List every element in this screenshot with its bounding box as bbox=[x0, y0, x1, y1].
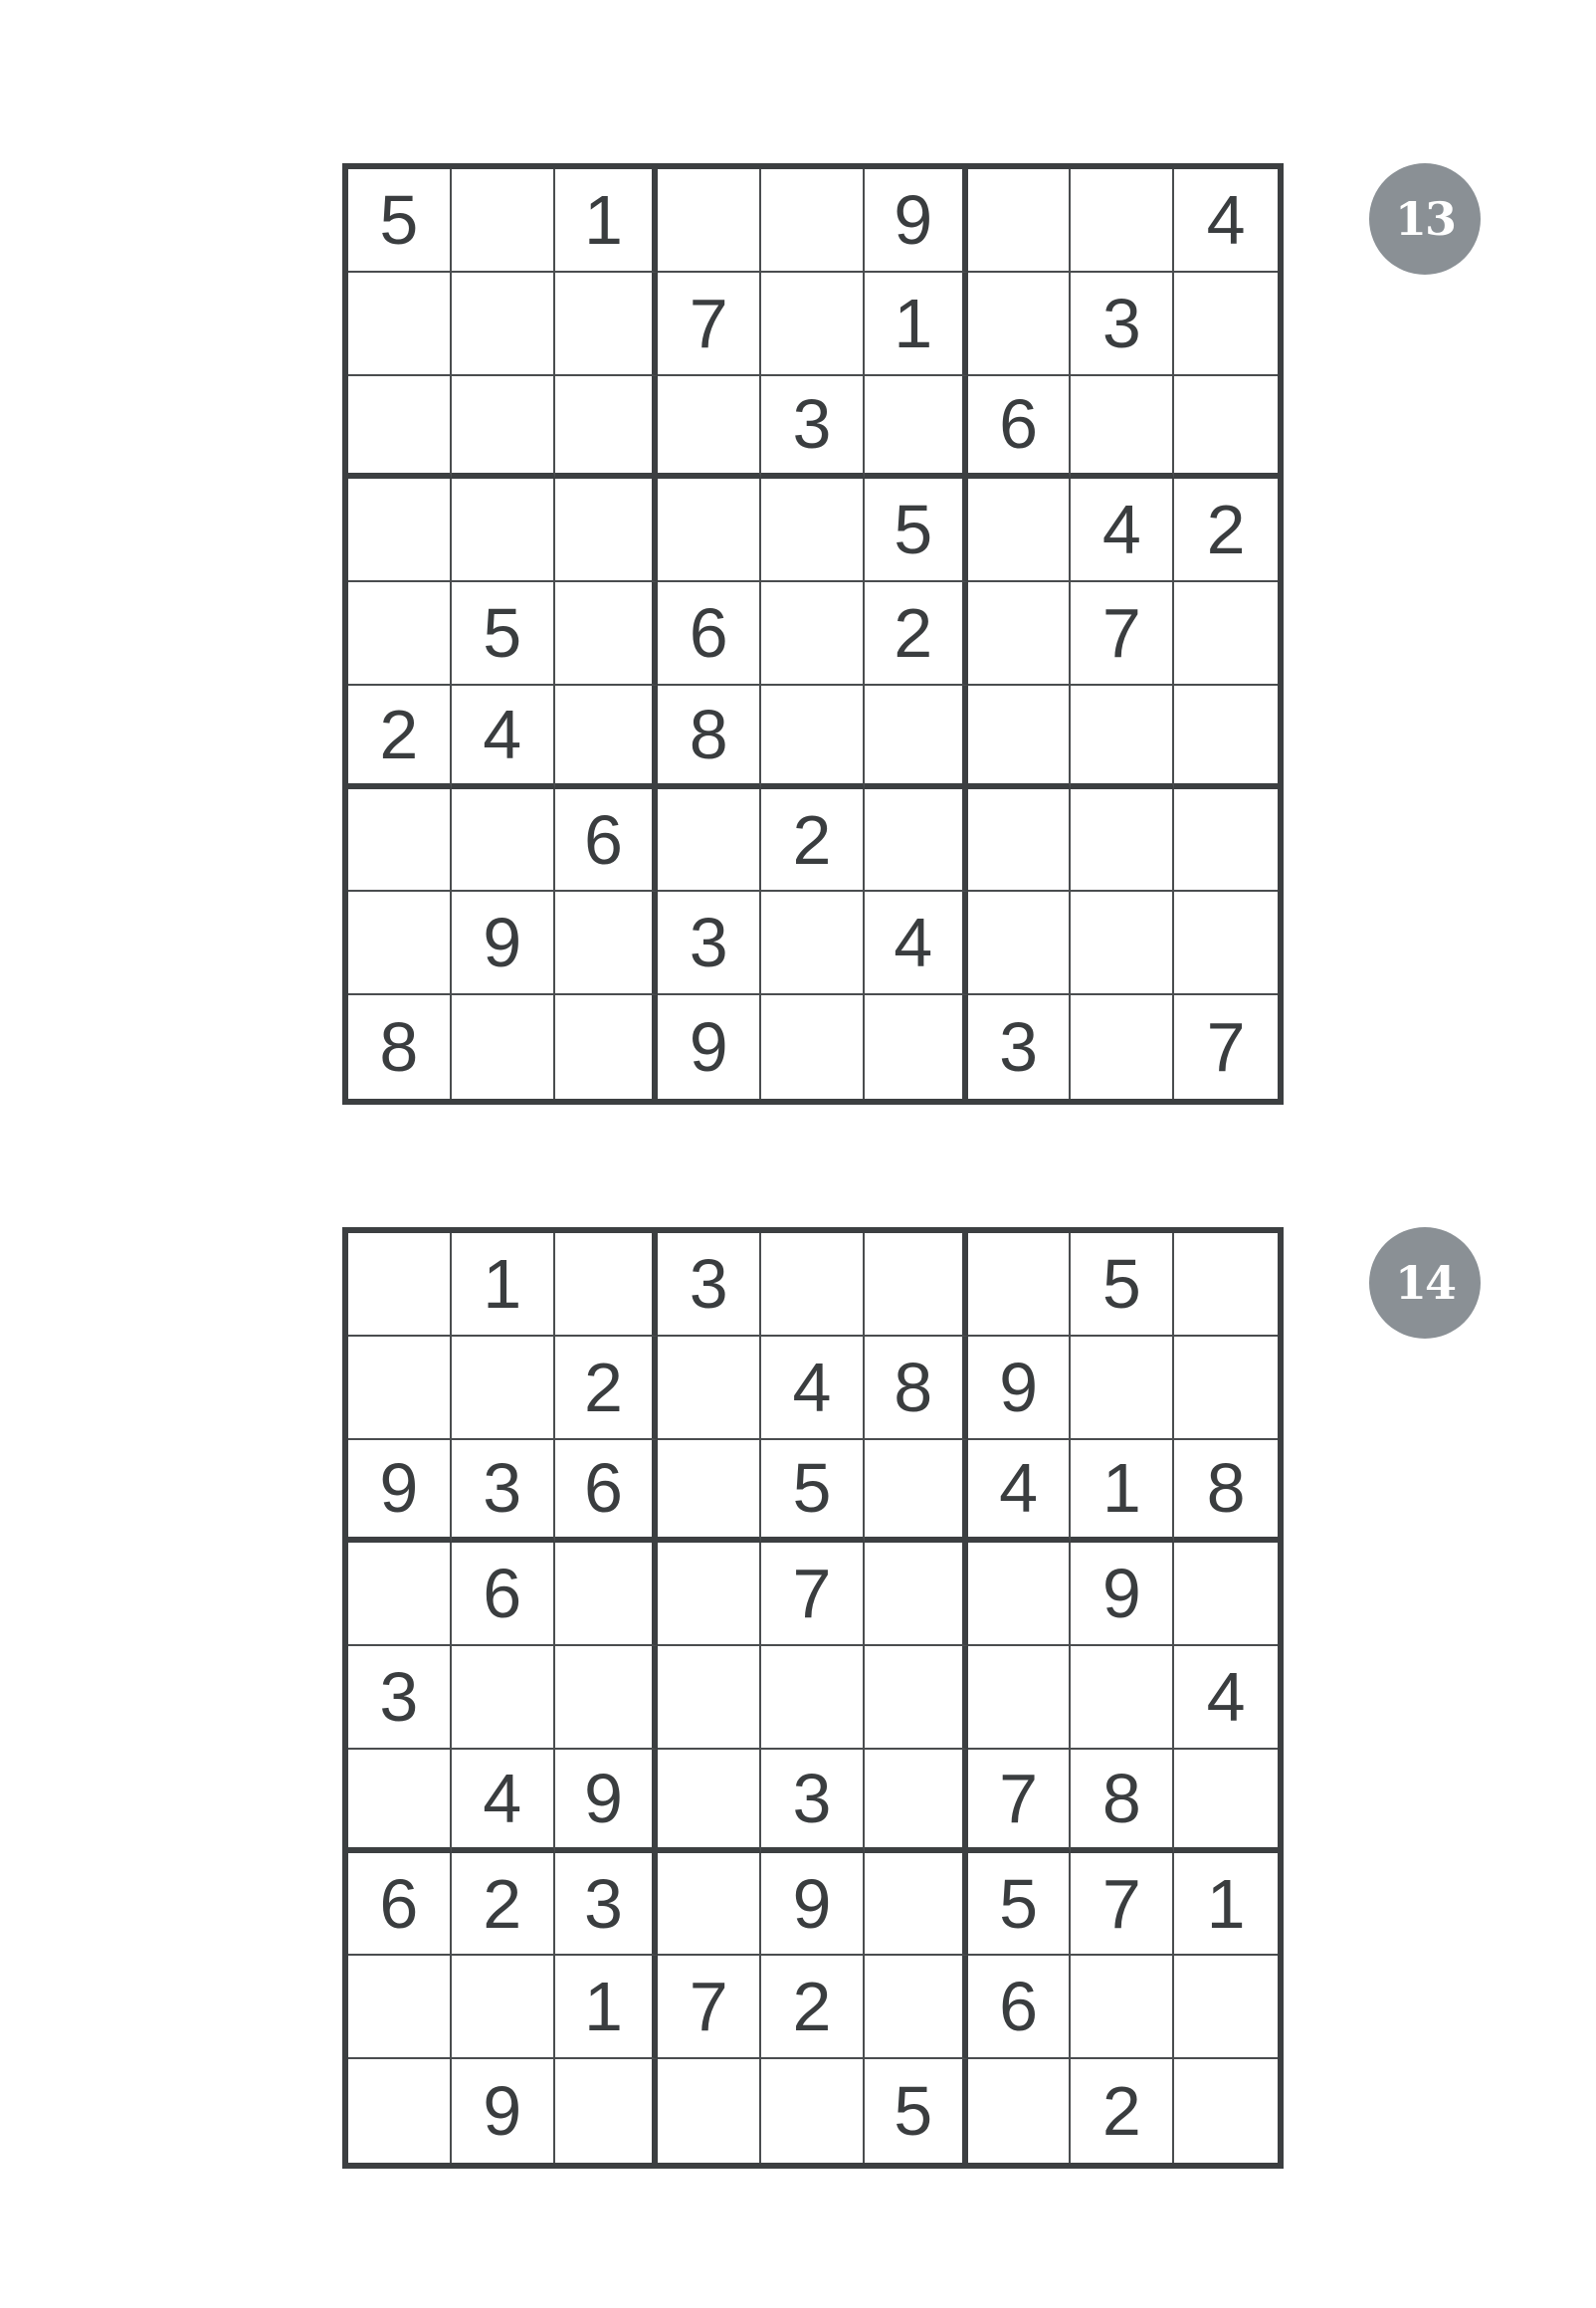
sudoku-cell[interactable] bbox=[865, 1956, 968, 2059]
sudoku-cell[interactable] bbox=[555, 479, 659, 582]
sudoku-cell: 4 bbox=[968, 1440, 1072, 1544]
sudoku-cell[interactable] bbox=[658, 1543, 761, 1646]
sudoku-cell: 9 bbox=[1071, 1543, 1174, 1646]
sudoku-grid bbox=[342, 1227, 1284, 2169]
sudoku-cell: 7 bbox=[968, 1750, 1072, 1853]
sudoku-cell[interactable] bbox=[1071, 789, 1174, 893]
sudoku-cell[interactable] bbox=[348, 479, 452, 582]
sudoku-cell[interactable] bbox=[968, 2059, 1072, 2163]
sudoku-cell: 2 bbox=[452, 1853, 555, 1957]
sudoku-cell[interactable] bbox=[1071, 376, 1174, 480]
sudoku-cell[interactable] bbox=[1071, 1956, 1174, 2059]
sudoku-cell[interactable] bbox=[348, 1233, 452, 1337]
sudoku-cell: 6 bbox=[555, 1440, 659, 1544]
sudoku-cell: 7 bbox=[658, 273, 761, 376]
sudoku-cell[interactable] bbox=[452, 789, 555, 893]
sudoku-cell[interactable] bbox=[555, 1646, 659, 1750]
sudoku-cell: 3 bbox=[761, 376, 865, 480]
sudoku-cell[interactable] bbox=[968, 582, 1072, 686]
sudoku-cell[interactable] bbox=[555, 686, 659, 789]
sudoku-cell: 9 bbox=[348, 1440, 452, 1544]
sudoku-cell: 2 bbox=[348, 686, 452, 789]
sudoku-cell[interactable] bbox=[761, 169, 865, 273]
sudoku-cell[interactable] bbox=[761, 995, 865, 1099]
sudoku-cell[interactable] bbox=[865, 789, 968, 893]
sudoku-cell[interactable] bbox=[452, 995, 555, 1099]
sudoku-cell: 7 bbox=[761, 1543, 865, 1646]
sudoku-cell: 2 bbox=[1071, 2059, 1174, 2163]
sudoku-cell[interactable] bbox=[1174, 789, 1278, 893]
sudoku-cell[interactable] bbox=[348, 1543, 452, 1646]
sudoku-cell[interactable] bbox=[658, 376, 761, 480]
sudoku-cell: 6 bbox=[658, 582, 761, 686]
sudoku-cell[interactable] bbox=[1071, 995, 1174, 1099]
sudoku-cell[interactable] bbox=[865, 1233, 968, 1337]
sudoku-cell: 5 bbox=[452, 582, 555, 686]
sudoku-cell: 4 bbox=[1174, 1646, 1278, 1750]
sudoku-cell[interactable] bbox=[658, 1337, 761, 1440]
sudoku-cell[interactable] bbox=[968, 479, 1072, 582]
sudoku-cell: 9 bbox=[452, 892, 555, 995]
sudoku-cell: 1 bbox=[555, 1956, 659, 2059]
sudoku-cell[interactable] bbox=[865, 1750, 968, 1853]
sudoku-cell[interactable] bbox=[555, 376, 659, 480]
sudoku-cell: 6 bbox=[452, 1543, 555, 1646]
sudoku-cell[interactable] bbox=[1071, 1646, 1174, 1750]
sudoku-cell[interactable] bbox=[968, 169, 1072, 273]
sudoku-cell: 9 bbox=[452, 2059, 555, 2163]
sudoku-cell: 3 bbox=[1071, 273, 1174, 376]
sudoku-cell[interactable] bbox=[968, 1233, 1072, 1337]
sudoku-cell[interactable] bbox=[1174, 2059, 1278, 2163]
sudoku-cell[interactable] bbox=[555, 273, 659, 376]
sudoku-cell[interactable] bbox=[1174, 1233, 1278, 1337]
sudoku-cell: 5 bbox=[348, 169, 452, 273]
sudoku-cell: 9 bbox=[968, 1337, 1072, 1440]
sudoku-cell[interactable] bbox=[761, 479, 865, 582]
sudoku-cell[interactable] bbox=[658, 1646, 761, 1750]
sudoku-cell[interactable] bbox=[865, 686, 968, 789]
sudoku-cell: 6 bbox=[555, 789, 659, 893]
sudoku-cell[interactable] bbox=[761, 1646, 865, 1750]
sudoku-cell: 9 bbox=[865, 169, 968, 273]
sudoku-cell: 3 bbox=[452, 1440, 555, 1544]
sudoku-cell[interactable] bbox=[1071, 686, 1174, 789]
sudoku-cell: 6 bbox=[348, 1853, 452, 1957]
sudoku-cell: 7 bbox=[658, 1956, 761, 2059]
sudoku-cell[interactable] bbox=[348, 1337, 452, 1440]
sudoku-cell[interactable] bbox=[761, 686, 865, 789]
sudoku-cell[interactable] bbox=[452, 273, 555, 376]
sudoku-cell[interactable] bbox=[865, 1543, 968, 1646]
sudoku-cell[interactable] bbox=[658, 2059, 761, 2163]
sudoku-cell: 4 bbox=[1174, 169, 1278, 273]
sudoku-cell[interactable] bbox=[555, 2059, 659, 2163]
sudoku-grid bbox=[342, 163, 1284, 1105]
sudoku-cell[interactable] bbox=[1071, 1337, 1174, 1440]
sudoku-cell: 7 bbox=[1206, 1008, 1246, 1087]
sudoku-cell: 5 bbox=[761, 1440, 865, 1544]
sudoku-cell[interactable] bbox=[1174, 273, 1278, 376]
sudoku-cell[interactable] bbox=[865, 376, 968, 480]
sudoku-cell[interactable] bbox=[1174, 1956, 1278, 2059]
sudoku-cell[interactable] bbox=[348, 1956, 452, 2059]
sudoku-cell[interactable] bbox=[452, 479, 555, 582]
sudoku-cell[interactable] bbox=[968, 1646, 1072, 1750]
sudoku-cell: 8 bbox=[348, 995, 452, 1099]
sudoku-cell: 3 bbox=[555, 1853, 659, 1957]
sudoku-cell[interactable] bbox=[348, 582, 452, 686]
sudoku-cell: 7 bbox=[1071, 582, 1174, 686]
sudoku-cell: 3 bbox=[968, 995, 1072, 1099]
sudoku-cell[interactable] bbox=[1174, 892, 1278, 995]
sudoku-cell[interactable] bbox=[348, 1750, 452, 1853]
sudoku-cell: 5 bbox=[865, 479, 968, 582]
sudoku-cell[interactable] bbox=[1174, 1543, 1278, 1646]
sudoku-cell: 4 bbox=[865, 892, 968, 995]
sudoku-cell[interactable] bbox=[452, 1956, 555, 2059]
sudoku-cell: 1 bbox=[865, 273, 968, 376]
sudoku-cell[interactable] bbox=[658, 1750, 761, 1853]
sudoku-cell: 9 bbox=[555, 1750, 659, 1853]
sudoku-cell[interactable] bbox=[761, 2059, 865, 2163]
sudoku-cell[interactable] bbox=[452, 1337, 555, 1440]
sudoku-cell[interactable] bbox=[452, 169, 555, 273]
sudoku-cell[interactable] bbox=[555, 1233, 659, 1337]
sudoku-cell[interactable] bbox=[865, 995, 968, 1099]
sudoku-cell[interactable] bbox=[452, 1646, 555, 1750]
puzzle-number-badge: 14 bbox=[1369, 1227, 1481, 1339]
sudoku-cell[interactable] bbox=[865, 1440, 968, 1544]
sudoku-cell: 3 bbox=[658, 1233, 761, 1337]
sudoku-cell: 7 bbox=[1071, 1853, 1174, 1957]
sudoku-cell[interactable] bbox=[761, 892, 865, 995]
sudoku-cell: 2 bbox=[555, 1337, 659, 1440]
sudoku-cell: 2 bbox=[865, 582, 968, 686]
sudoku-cell[interactable] bbox=[968, 1543, 1072, 1646]
sudoku-cell: 3 bbox=[348, 1646, 452, 1750]
sudoku-cell[interactable] bbox=[348, 789, 452, 893]
sudoku-cell[interactable] bbox=[348, 892, 452, 995]
sudoku-cell[interactable] bbox=[968, 892, 1072, 995]
sudoku-cell[interactable] bbox=[658, 1853, 761, 1957]
sudoku-cell: 3 bbox=[761, 1750, 865, 1853]
sudoku-cell: 1 bbox=[555, 169, 659, 273]
sudoku-cell: 4 bbox=[1071, 479, 1174, 582]
sudoku-cell: 6 bbox=[968, 376, 1072, 480]
sudoku-cell: 5 bbox=[968, 1853, 1072, 1957]
sudoku-cell: 9 bbox=[761, 1853, 865, 1957]
sudoku-cell[interactable] bbox=[1174, 582, 1278, 686]
sudoku-cell: 2 bbox=[761, 1956, 865, 2059]
sudoku-cell[interactable] bbox=[555, 892, 659, 995]
sudoku-cell: 4 bbox=[452, 686, 555, 789]
sudoku-cell[interactable] bbox=[1174, 1750, 1278, 1853]
sudoku-cell[interactable] bbox=[1071, 892, 1174, 995]
sudoku-cell[interactable] bbox=[658, 169, 761, 273]
sudoku-cell: 1 bbox=[452, 1233, 555, 1337]
sudoku-cell: 4 bbox=[452, 1750, 555, 1853]
sudoku-cell: 8 bbox=[1174, 1440, 1278, 1544]
sudoku-cell[interactable] bbox=[968, 789, 1072, 893]
sudoku-cell[interactable] bbox=[761, 1233, 865, 1337]
sudoku-cell: 6 bbox=[968, 1956, 1072, 2059]
sudoku-cell[interactable] bbox=[348, 2059, 452, 2163]
sudoku-cell: 8 bbox=[1071, 1750, 1174, 1853]
sudoku-cell[interactable] bbox=[1174, 686, 1278, 789]
sudoku-cell[interactable] bbox=[1174, 1337, 1278, 1440]
sudoku-cell[interactable] bbox=[968, 273, 1072, 376]
sudoku-cell: 1 bbox=[1174, 1853, 1278, 1957]
sudoku-cell: 4 bbox=[761, 1337, 865, 1440]
sudoku-cell[interactable] bbox=[555, 582, 659, 686]
sudoku-cell[interactable] bbox=[555, 995, 659, 1099]
sudoku-cell[interactable] bbox=[1071, 169, 1174, 273]
sudoku-cell: 3 bbox=[658, 892, 761, 995]
sudoku-cell[interactable] bbox=[452, 376, 555, 480]
sudoku-cell[interactable] bbox=[658, 1440, 761, 1544]
sudoku-cell[interactable] bbox=[968, 686, 1072, 789]
sudoku-cell[interactable] bbox=[555, 1543, 659, 1646]
sudoku-cell: 2 bbox=[1174, 479, 1278, 582]
sudoku-cell: 2 bbox=[761, 789, 865, 893]
sudoku-cell[interactable] bbox=[658, 789, 761, 893]
sudoku-cell: 1 bbox=[1071, 1440, 1174, 1544]
sudoku-cell[interactable] bbox=[658, 479, 761, 582]
sudoku-cell[interactable] bbox=[865, 1853, 968, 1957]
sudoku-cell[interactable] bbox=[761, 582, 865, 686]
sudoku-cell[interactable] bbox=[761, 273, 865, 376]
sudoku-cell: 5 bbox=[865, 2059, 968, 2163]
sudoku-cell: 5 bbox=[1071, 1233, 1174, 1337]
sudoku-cell: 9 bbox=[658, 995, 761, 1099]
sudoku-cell: 8 bbox=[865, 1337, 968, 1440]
sudoku-cell[interactable] bbox=[865, 1646, 968, 1750]
sudoku-cell[interactable] bbox=[348, 273, 452, 376]
sudoku-cell[interactable] bbox=[1174, 376, 1278, 480]
puzzle-number-badge: 13 bbox=[1369, 163, 1481, 275]
sudoku-cell: 8 bbox=[658, 686, 761, 789]
sudoku-cell[interactable] bbox=[348, 376, 452, 480]
